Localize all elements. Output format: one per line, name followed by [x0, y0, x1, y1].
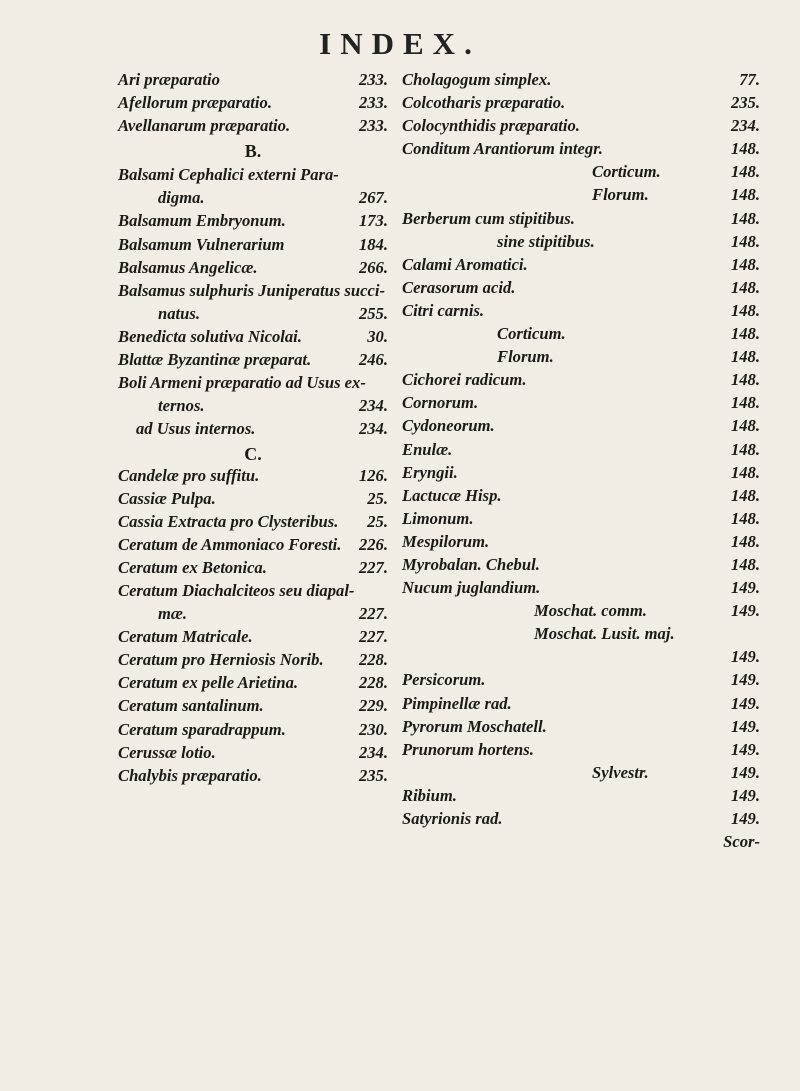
index-entry: [402, 694, 760, 717]
index-entry: [402, 347, 760, 370]
entry-page-number: 149.: [730, 647, 760, 667]
entry-page-number: 25.: [367, 511, 388, 531]
entry-text: Cerasorum acid.: [402, 277, 516, 297]
entry-page-number: 148.: [730, 531, 760, 551]
index-entry: [402, 578, 760, 601]
entry-page-number: 148.: [730, 485, 760, 505]
index-entry: [118, 627, 388, 650]
index-entry: [402, 647, 760, 670]
index-entry: [402, 509, 760, 532]
entry-text: Cichorei radicum.: [402, 370, 527, 390]
entry-text: Cholagogum simplex.: [402, 70, 552, 89]
entry-page-number: 148.: [730, 508, 760, 528]
entry-page-number: 173.: [358, 211, 388, 231]
entry-text: Berberum cum stipitibus.: [402, 208, 575, 228]
entry-page-number: 149.: [730, 785, 760, 805]
entry-text: Citri carnis.: [402, 300, 485, 320]
entry-page-number: 227.: [358, 557, 388, 577]
entry-text: Scor-: [723, 832, 760, 852]
entry-text: Pimpinellæ rad.: [402, 693, 512, 713]
index-entry: [402, 717, 760, 740]
entry-page-number: 148.: [730, 347, 760, 367]
index-entry: [118, 466, 388, 489]
entry-page-number: 227.: [358, 604, 388, 624]
entry-text: Cydoneorum.: [402, 416, 495, 436]
index-entry: [118, 604, 388, 627]
entry-text: Cassia Extracta pro Clysteribus.: [118, 511, 339, 531]
entry-text: Balsamus sulphuris Juniperatus succi-: [118, 280, 385, 300]
index-entry: [118, 327, 388, 350]
index-entry: [402, 278, 760, 301]
index-entry: [118, 766, 388, 789]
entry-text: Nucum juglandium.: [402, 578, 541, 598]
entry-page-number: 126.: [358, 465, 388, 485]
entry-text: Moschat. Lusit. maj.: [534, 624, 675, 644]
index-entry: [402, 832, 760, 855]
entry-page-number: 149.: [730, 809, 760, 828]
index-entry: [118, 281, 388, 304]
index-entry: [402, 486, 760, 509]
entry-text: Cornorum.: [402, 393, 479, 413]
entry-page-number: 148.: [730, 254, 760, 274]
index-entry: [118, 650, 388, 673]
entry-text: Avellanarum præparatio.: [118, 116, 291, 136]
index-entry: [402, 255, 760, 278]
index-entry: [402, 601, 760, 624]
index-entry: [402, 116, 760, 139]
entry-text: ternos.: [158, 396, 205, 416]
entry-page-number: 226.: [358, 534, 388, 554]
entry-text: Florum.: [497, 347, 554, 367]
entry-text: Sylvestr.: [592, 762, 649, 782]
index-entry: [402, 740, 760, 763]
entry-text: Cassiæ Pulpa.: [118, 488, 216, 508]
index-entry: [402, 301, 760, 324]
index-entry: [118, 512, 388, 535]
entry-page-number: 230.: [358, 719, 388, 739]
entry-text: Prunorum hortens.: [402, 739, 534, 759]
entry-page-number: 233.: [358, 93, 388, 113]
entry-page-number: 148.: [730, 393, 760, 413]
index-entry: [118, 304, 388, 327]
entry-text: Ceratum sparadrappum.: [118, 719, 286, 739]
entry-text: Colocynthidis præparatio.: [402, 116, 580, 136]
entry-page-number: 266.: [358, 257, 388, 277]
entry-page-number: 149.: [730, 762, 760, 782]
index-entry: [118, 581, 388, 604]
entry-page-number: 149.: [730, 716, 760, 736]
entry-page-number: 149.: [730, 693, 760, 713]
entry-text: Chalybis præparatio.: [118, 765, 262, 785]
entry-text: Ceratum Matricale.: [118, 627, 253, 647]
entry-page-number: 228.: [358, 650, 388, 670]
entry-text: Enulæ.: [402, 439, 453, 459]
entry-text: digma.: [158, 188, 205, 208]
entry-text: Ceratum ex Betonica.: [118, 557, 267, 577]
index-entry: [118, 165, 388, 188]
index-entry: [118, 211, 388, 234]
index-entry: [118, 673, 388, 696]
entry-text: Balsamum Embryonum.: [118, 211, 286, 231]
entry-text: Pyrorum Moschatell.: [402, 716, 547, 736]
entry-text: Corticum.: [592, 162, 661, 182]
entry-page-number: 148.: [730, 554, 760, 574]
index-entry: [402, 555, 760, 578]
entry-text: Ceratum ex pelle Arietina.: [118, 673, 299, 693]
entry-page-number: 227.: [358, 627, 388, 647]
entry-text: Florum.: [592, 185, 649, 205]
entry-text: Boli Armeni præparatio ad Usus ex-: [118, 373, 366, 393]
page-header: INDEX.: [319, 26, 481, 61]
index-entry: [118, 116, 388, 139]
entry-page-number: 234.: [358, 742, 388, 762]
entry-page-number: 148.: [730, 162, 760, 182]
index-entry: [402, 440, 760, 463]
index-entry: [118, 188, 388, 211]
entry-text: Blattæ Byzantinæ præparat.: [118, 350, 312, 370]
entry-text: Balsamus Angelicæ.: [118, 257, 258, 277]
index-entry: [118, 396, 388, 419]
index-entry: [402, 209, 760, 232]
index-entry: [402, 393, 760, 416]
entry-text: Lactucæ Hisp.: [402, 485, 502, 505]
entry-text: Moschat. comm.: [534, 601, 647, 621]
index-entry: [402, 324, 760, 347]
entry-text: Benedicta solutiva Nicolai.: [118, 326, 302, 346]
entry-page-number: 148.: [730, 208, 760, 228]
entry-page-number: 149.: [730, 739, 760, 759]
index-entry: [118, 93, 388, 116]
entry-page-number: 77.: [739, 70, 760, 89]
entry-text: mæ.: [158, 604, 188, 624]
entry-page-number: 233.: [358, 116, 388, 136]
index-entry: [118, 558, 388, 581]
index-entry: [402, 809, 760, 832]
index-entry: [118, 350, 388, 373]
entry-text: Ari præparatio: [118, 70, 220, 89]
entry-page-number: 148.: [730, 462, 760, 482]
index-entry: [402, 416, 760, 439]
section-letter: [118, 139, 388, 165]
entry-text: Ribium.: [402, 785, 457, 805]
entry-text: Balsami Cephalici externi Para-: [118, 165, 339, 185]
entry-page-number: 235.: [730, 93, 760, 113]
index-entry: [402, 70, 760, 93]
index-entry: [118, 489, 388, 512]
entry-text: Ceratum Diachalciteos seu diapal-: [118, 580, 355, 600]
index-entry: [118, 535, 388, 558]
index-entry: [402, 786, 760, 809]
entry-text: Ceratum de Ammoniaco Foresti.: [118, 534, 342, 554]
entry-page-number: 148.: [730, 324, 760, 344]
entry-page-number: 148.: [730, 300, 760, 320]
index-entry: [118, 235, 388, 258]
entry-page-number: 234.: [730, 116, 760, 136]
entry-text: ad Usus internos.: [136, 419, 256, 439]
entry-text: Balsamum Vulnerarium: [118, 234, 285, 254]
entry-text: Mespilorum.: [402, 531, 490, 551]
index-entry: [402, 532, 760, 555]
entry-text: Cerussæ lotio.: [118, 742, 216, 762]
index-entry: [402, 624, 760, 647]
index-entry: [402, 162, 760, 185]
entry-page-number: 148.: [730, 370, 760, 390]
entry-text: Ceratum santalinum.: [118, 696, 264, 716]
entry-page-number: 148.: [730, 439, 760, 459]
index-entry: [402, 763, 760, 786]
section-letter-text: C.: [244, 444, 262, 465]
entry-text: Afellorum præparatio.: [118, 93, 272, 113]
index-entry: [402, 463, 760, 486]
entry-text: Colcotharis præparatio.: [402, 93, 566, 113]
entry-page-number: 149.: [730, 601, 760, 621]
entry-text: sine stipitibus.: [497, 231, 595, 251]
entry-page-number: 246.: [358, 350, 388, 370]
entry-text: Candelæ pro suffitu.: [118, 465, 260, 485]
entry-text: Limonum.: [402, 508, 474, 528]
index-entry: [118, 373, 388, 396]
entry-page-number: 235.: [358, 765, 388, 785]
index-entry: [402, 370, 760, 393]
entry-text: Myrobalan. Chebul.: [402, 554, 540, 574]
index-entry: [118, 696, 388, 719]
index-entry: [118, 419, 388, 442]
entry-page-number: 148.: [730, 231, 760, 251]
index-entry: [118, 743, 388, 766]
entry-page-number: 267.: [358, 188, 388, 208]
entry-text: Eryngii.: [402, 462, 458, 482]
entry-text: Conditum Arantiorum integr.: [402, 139, 603, 159]
entry-page-number: 228.: [358, 673, 388, 693]
index-column-left: [118, 70, 388, 789]
entry-page-number: 184.: [358, 234, 388, 254]
entry-page-number: 25.: [367, 488, 388, 508]
entry-page-number: 234.: [358, 419, 388, 439]
entry-page-number: 233.: [358, 70, 388, 89]
entry-text: natus.: [158, 303, 200, 323]
index-entry: [402, 93, 760, 116]
index-entry: [402, 670, 760, 693]
entry-text: Calami Aromatici.: [402, 254, 528, 274]
section-letter: [118, 442, 388, 465]
entry-page-number: 148.: [730, 416, 760, 436]
entry-text: Persicorum.: [402, 670, 486, 690]
entry-page-number: 148.: [730, 277, 760, 297]
index-entry: [402, 139, 760, 162]
entry-page-number: 229.: [358, 696, 388, 716]
entry-page-number: 149.: [730, 670, 760, 690]
index-entry: [118, 70, 388, 93]
entry-page-number: 148.: [730, 139, 760, 159]
index-entry: [118, 720, 388, 743]
index-entry: [402, 185, 760, 208]
index-entry: [118, 258, 388, 281]
entry-text: Ceratum pro Herniosis Norib.: [118, 650, 324, 670]
index-entry: [402, 232, 760, 255]
entry-page-number: 255.: [358, 303, 388, 323]
entry-page-number: 234.: [358, 396, 388, 416]
entry-page-number: 149.: [730, 578, 760, 598]
entry-page-number: 30.: [367, 326, 388, 346]
index-column-right: [402, 70, 760, 855]
entry-text: Corticum.: [497, 324, 566, 344]
section-letter-text: B.: [244, 141, 262, 162]
entry-page-number: 148.: [730, 185, 760, 205]
entry-text: Satyrionis rad.: [402, 809, 503, 828]
